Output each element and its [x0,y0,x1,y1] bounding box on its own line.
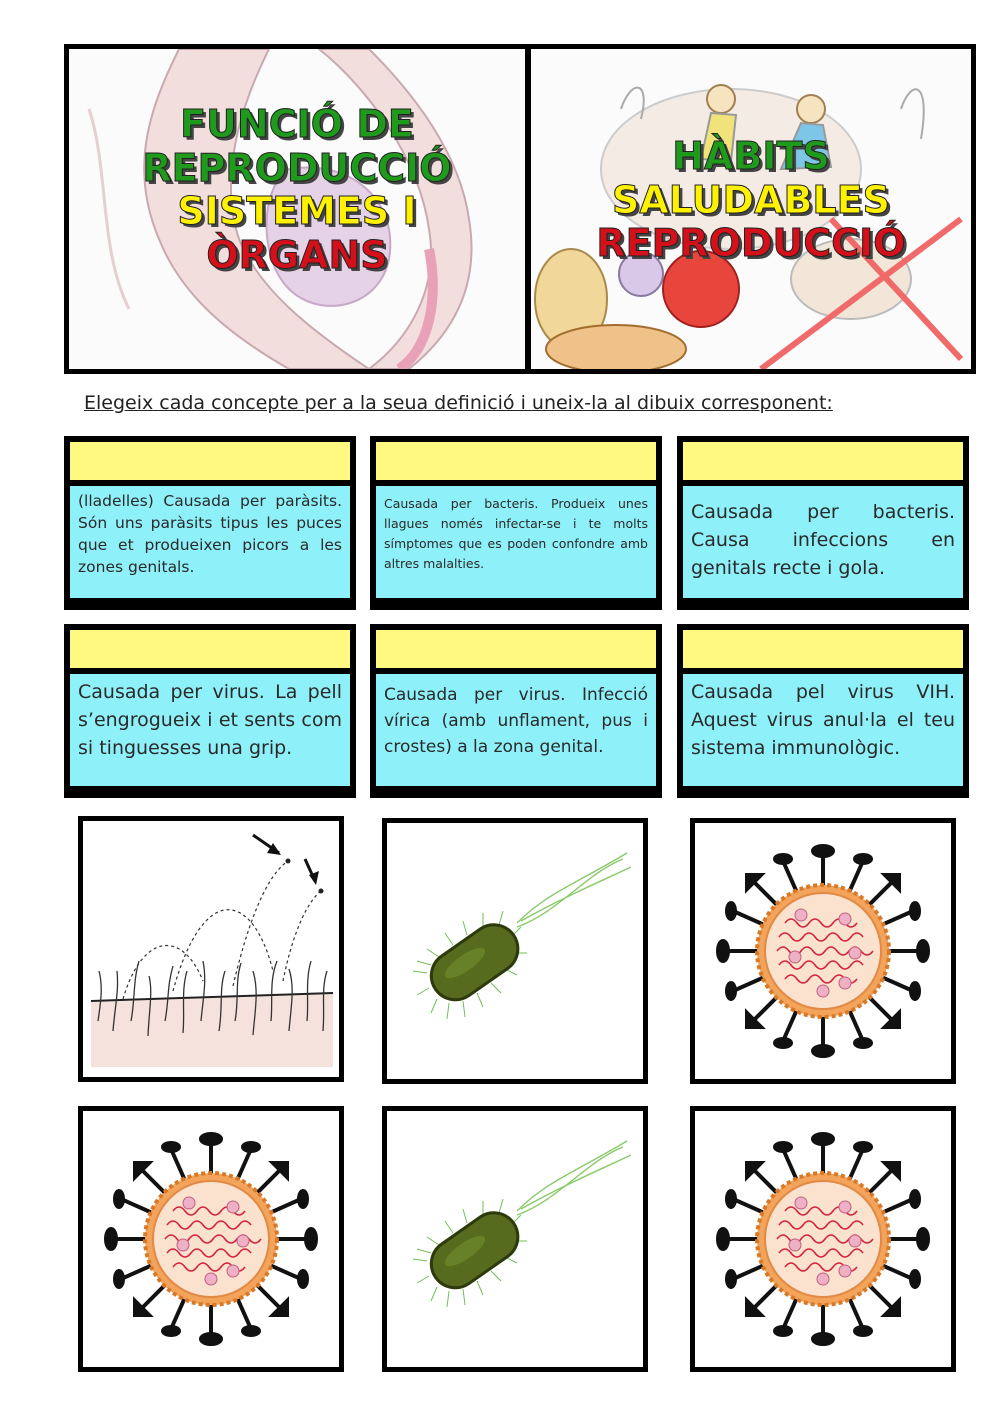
answer-dropzone[interactable] [70,630,350,674]
virus-image[interactable] [78,1106,344,1372]
virus-image[interactable] [690,818,956,1084]
concept-card [370,436,662,610]
banner-title-line: REPRODUCCIÓ [596,221,906,266]
banner-title-line: FUNCIÓ DE [180,102,414,146]
virus-image[interactable] [690,1106,956,1372]
answer-dropzone[interactable] [376,630,656,674]
definition-text: Causada pel virus VIH. Aquest virus anul·la el teu sistema immunològic. [683,674,963,786]
answer-dropzone[interactable] [683,442,963,486]
answer-dropzone[interactable] [683,630,963,674]
definition-text: (lladelles) Causada per paràsits. Són uns paràsits tipus les puces que et produeixen picors a les zones genitals. [70,486,350,598]
concept-card [370,624,662,798]
concept-card [677,624,969,798]
bacterium-image[interactable] [382,1106,648,1372]
concept-card [64,624,356,798]
definition-text: Causada per bacteris. Produeix unes llagues només infectar-se i te molts símptomes que es poden confondre amb altres malalties. [376,486,656,598]
banner-reproduction-systems [64,44,530,374]
lice-jumping-image[interactable] [78,816,344,1082]
instruction-text: Elegeix cada concepte per a la seua definició i uneix-la al dibuix corresponent: [84,392,833,414]
definition-text: Causada per virus. La pell s’engrogueix i et sents com si tinguesses una grip. [70,674,350,786]
definition-text: Causada per virus. Infecció vírica (amb unflament, pus i crostes) a la zona genital. [376,674,656,786]
bacterium-image[interactable] [382,818,648,1084]
banner-title-line: ÒRGANS [206,233,388,278]
definition-text: Causada per bacteris. Causa infeccions en genitals recte i gola. [683,486,963,598]
banner-healthy-habits [526,44,976,374]
banner-title-line: SISTEMES I [177,189,417,234]
banner-title-line: REPRODUCCIÓ [142,145,452,190]
answer-dropzone[interactable] [70,442,350,486]
banner-title-line: HÀBITS [672,134,830,178]
concept-card [64,436,356,610]
concept-card [677,436,969,610]
answer-dropzone[interactable] [376,442,656,486]
banner-title-line: SALUDABLES [612,177,890,222]
